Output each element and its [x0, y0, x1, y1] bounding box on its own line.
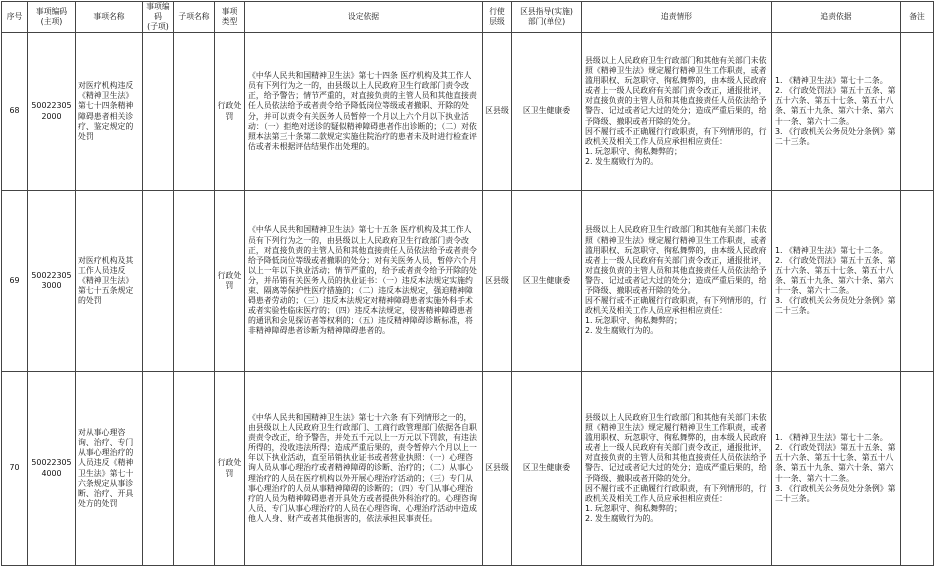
row-sub-name	[174, 33, 215, 191]
row-basis: 《中华人民共和国精神卫生法》第七十四条 医疗机构及其工作人员有下列行为之一的，由县级以上人民政府卫生行政部门责令改正，给予警告；情节严重的，对直接负责的主管人员和其他直接责任人员依法给予或者责令给予降低岗位等级或者撤职、开除的处分，并可以责令有关医务人员暂停一个月以上六个月以下执业活动：（一）拒绝对送诊的疑似精神障碍患者作出诊断的；（二）对依照本法第三十条第二款规定实施住院治疗的患者未及时进行检查评估或者未根据评估结果作出处理的。	[245, 33, 483, 191]
row-note	[901, 33, 934, 191]
row-seq: 68	[2, 33, 28, 191]
row-dept: 区卫生健康委	[512, 191, 582, 372]
row-code: 500223053000	[28, 191, 76, 372]
header-seq: 序号	[2, 2, 28, 33]
row-type: 行政处罚	[215, 191, 245, 372]
row-basis: 《中华人民共和国精神卫生法》第七十六条 有下列情形之一的，由县级以上人民政府卫生行政部门、工商行政管理部门依据各自职责责令改正，给予警告，并处五千元以上一万元以下罚款，有违法所得的，没收违法所得；造成严重后果的，责令暂停六个月以上一年以下执业活动，直至吊销执业证书或者营业执照：（一）心理咨询人员从事心理治疗或者精神障碍的诊断、治疗的；（二）从事心理治疗的人员在医疗机构以外开展心理治疗活动的；（三）专门从事心理治疗的人员从事精神障碍的诊断的；（四）专门从事心理治疗的人员为精神障碍患者开具处方或者提供外科治疗的。心理咨询人员、专门从事心理治疗的人员在心理咨询、心理治疗活动中造成他人人身、财产或者其他损害的，依法承担民事责任。	[245, 372, 483, 566]
row-sub-name	[174, 191, 215, 372]
row-seq: 70	[2, 372, 28, 566]
row-note	[901, 372, 934, 566]
header-sub-code: 事项编码 (子项)	[143, 2, 174, 33]
row-seq: 69	[2, 191, 28, 372]
row-type: 行政处罚	[215, 33, 245, 191]
header-code: 事项编码 (主项)	[28, 2, 76, 33]
header-type: 事项 类型	[215, 2, 245, 33]
header-level: 行使 层级	[483, 2, 512, 33]
header-basis: 设定依据	[245, 2, 483, 33]
header-note: 备注	[901, 2, 934, 33]
row-note	[901, 191, 934, 372]
row-sub-name	[174, 372, 215, 566]
header-trace-basis: 追责依据	[772, 2, 901, 33]
row-trace-basis: 1. 《精神卫生法》第七十二条。 2. 《行政处罚法》第五十五条、第五十六条、第五十七条、第五十八条、第五十九条、第六十条、第六十一条、第六十二条。 3. 《行政机关公务员处分条例》第二十三条。	[772, 33, 901, 191]
header-row	[2, 2, 934, 33]
row-trace: 县级以上人民政府卫生行政部门和其他有关部门未依照《精神卫生法》规定履行精神卫生工作职责，或者滥用职权、玩忽职守、徇私舞弊的，由本级人民政府或者上一级人民政府有关部门责令改正，通报批评，对直接负责的主管人员和其他直接责任人员依法给予警告、记过或者记大过的处分；造成严重后果的，给予降级、撤职或者开除的处分。 因不履行或不正确履行行政职责，有下列情形的，行政机关及相关工作人员应承担相应责任： 1. 玩忽职守、徇私舞弊的； 2. 发生腐败行为的。	[582, 191, 772, 372]
row-trace: 县级以上人民政府卫生行政部门和其他有关部门未依照《精神卫生法》规定履行精神卫生工作职责，或者滥用职权、玩忽职守、徇私舞弊的，由本级人民政府或者上一级人民政府有关部门责令改正，通报批评，对直接负责的主管人员和其他直接责任人员依法给予警告、记过或者记大过的处分；造成严重后果的，给予降级、撤职或者开除的处分。 因不履行或不正确履行行政职责，有下列情形的，行政机关及相关工作人员应承担相应责任： 1. 玩忽职守、徇私舞弊的； 2. 发生腐败行为的。	[582, 33, 772, 191]
row-sub-code	[143, 372, 174, 566]
row-sub-code	[143, 191, 174, 372]
row-code: 500223052000	[28, 33, 76, 191]
table-row	[2, 372, 934, 566]
row-name: 对从事心理咨询、治疗、专门从事心理治疗的人员违反《精神卫生法》第七十六条规定从事诊断、治疗、开具处方的处罚	[76, 372, 143, 566]
row-trace-basis: 1. 《精神卫生法》第七十二条。 2. 《行政处罚法》第五十五条、第五十六条、第五十七条、第五十八条、第五十九条、第六十条、第六十一条、第六十二条。 3. 《行政机关公务员处分条例》第二十三条。	[772, 191, 901, 372]
header-sub-name: 子项名称	[174, 2, 215, 33]
row-dept: 区卫生健康委	[512, 372, 582, 566]
row-code: 500223054000	[28, 372, 76, 566]
header-dept: 区县指导(实施) 部门(单位)	[512, 2, 582, 33]
row-name: 对医疗机构及其工作人员违反《精神卫生法》第七十五条规定的处罚	[76, 191, 143, 372]
row-sub-code	[143, 33, 174, 191]
header-trace: 追责情形	[582, 2, 772, 33]
row-type: 行政处罚	[215, 372, 245, 566]
table-row	[2, 33, 934, 191]
row-name: 对医疗机构违反《精神卫生法》第七十四条精神障碍患者相关诊疗、鉴定规定的处罚	[76, 33, 143, 191]
row-level: 区县级	[483, 372, 512, 566]
table-row	[2, 191, 934, 372]
row-level: 区县级	[483, 33, 512, 191]
row-dept: 区卫生健康委	[512, 33, 582, 191]
row-trace-basis: 1. 《精神卫生法》第七十二条。 2. 《行政处罚法》第五十五条、第五十六条、第五十七条、第五十八条、第五十九条、第六十条、第六十一条、第六十二条。 3. 《行政机关公务员处分条例》第二十三条。	[772, 372, 901, 566]
row-trace: 县级以上人民政府卫生行政部门和其他有关部门未依照《精神卫生法》规定履行精神卫生工作职责，或者滥用职权、玩忽职守、徇私舞弊的，由本级人民政府或者上一级人民政府有关部门责令改正，通报批评，对直接负责的主管人员和其他直接责任人员依法给予警告、记过或者记大过的处分；造成严重后果的，给予降级、撤职或者开除的处分。 因不履行或不正确履行行政职责，有下列情形的，行政机关及相关工作人员应承担相应责任： 1. 玩忽职守、徇私舞弊的； 2. 发生腐败行为的。	[582, 372, 772, 566]
liability-table	[1, 1, 934, 566]
row-basis: 《中华人民共和国精神卫生法》第七十五条 医疗机构及其工作人员有下列行为之一的，由县级以上人民政府卫生行政部门责令改正，对直接负责的主管人员和其他直接责任人员依法给予或者责令给予降低岗位等级或者撤职的处分；对有关医务人员，暂停六个月以上一年以下执业活动；情节严重的，给予或者责令给予开除的处分，并吊销有关医务人员的执业证书：（一）违反本法规定实施约束、隔离等保护性医疗措施的；（二）违反本法规定，强迫精神障碍患者劳动的；（三）违反本法规定对精神障碍患者实施外科手术或者实验性临床医疗的；（四）违反本法规定，侵害精神障碍患者的通讯和会见探访者等权利的；（五）违反精神障碍诊断标准，将非精神障碍患者诊断为精神障碍患者的。	[245, 191, 483, 372]
row-level: 区县级	[483, 191, 512, 372]
header-name: 事项名称	[76, 2, 143, 33]
